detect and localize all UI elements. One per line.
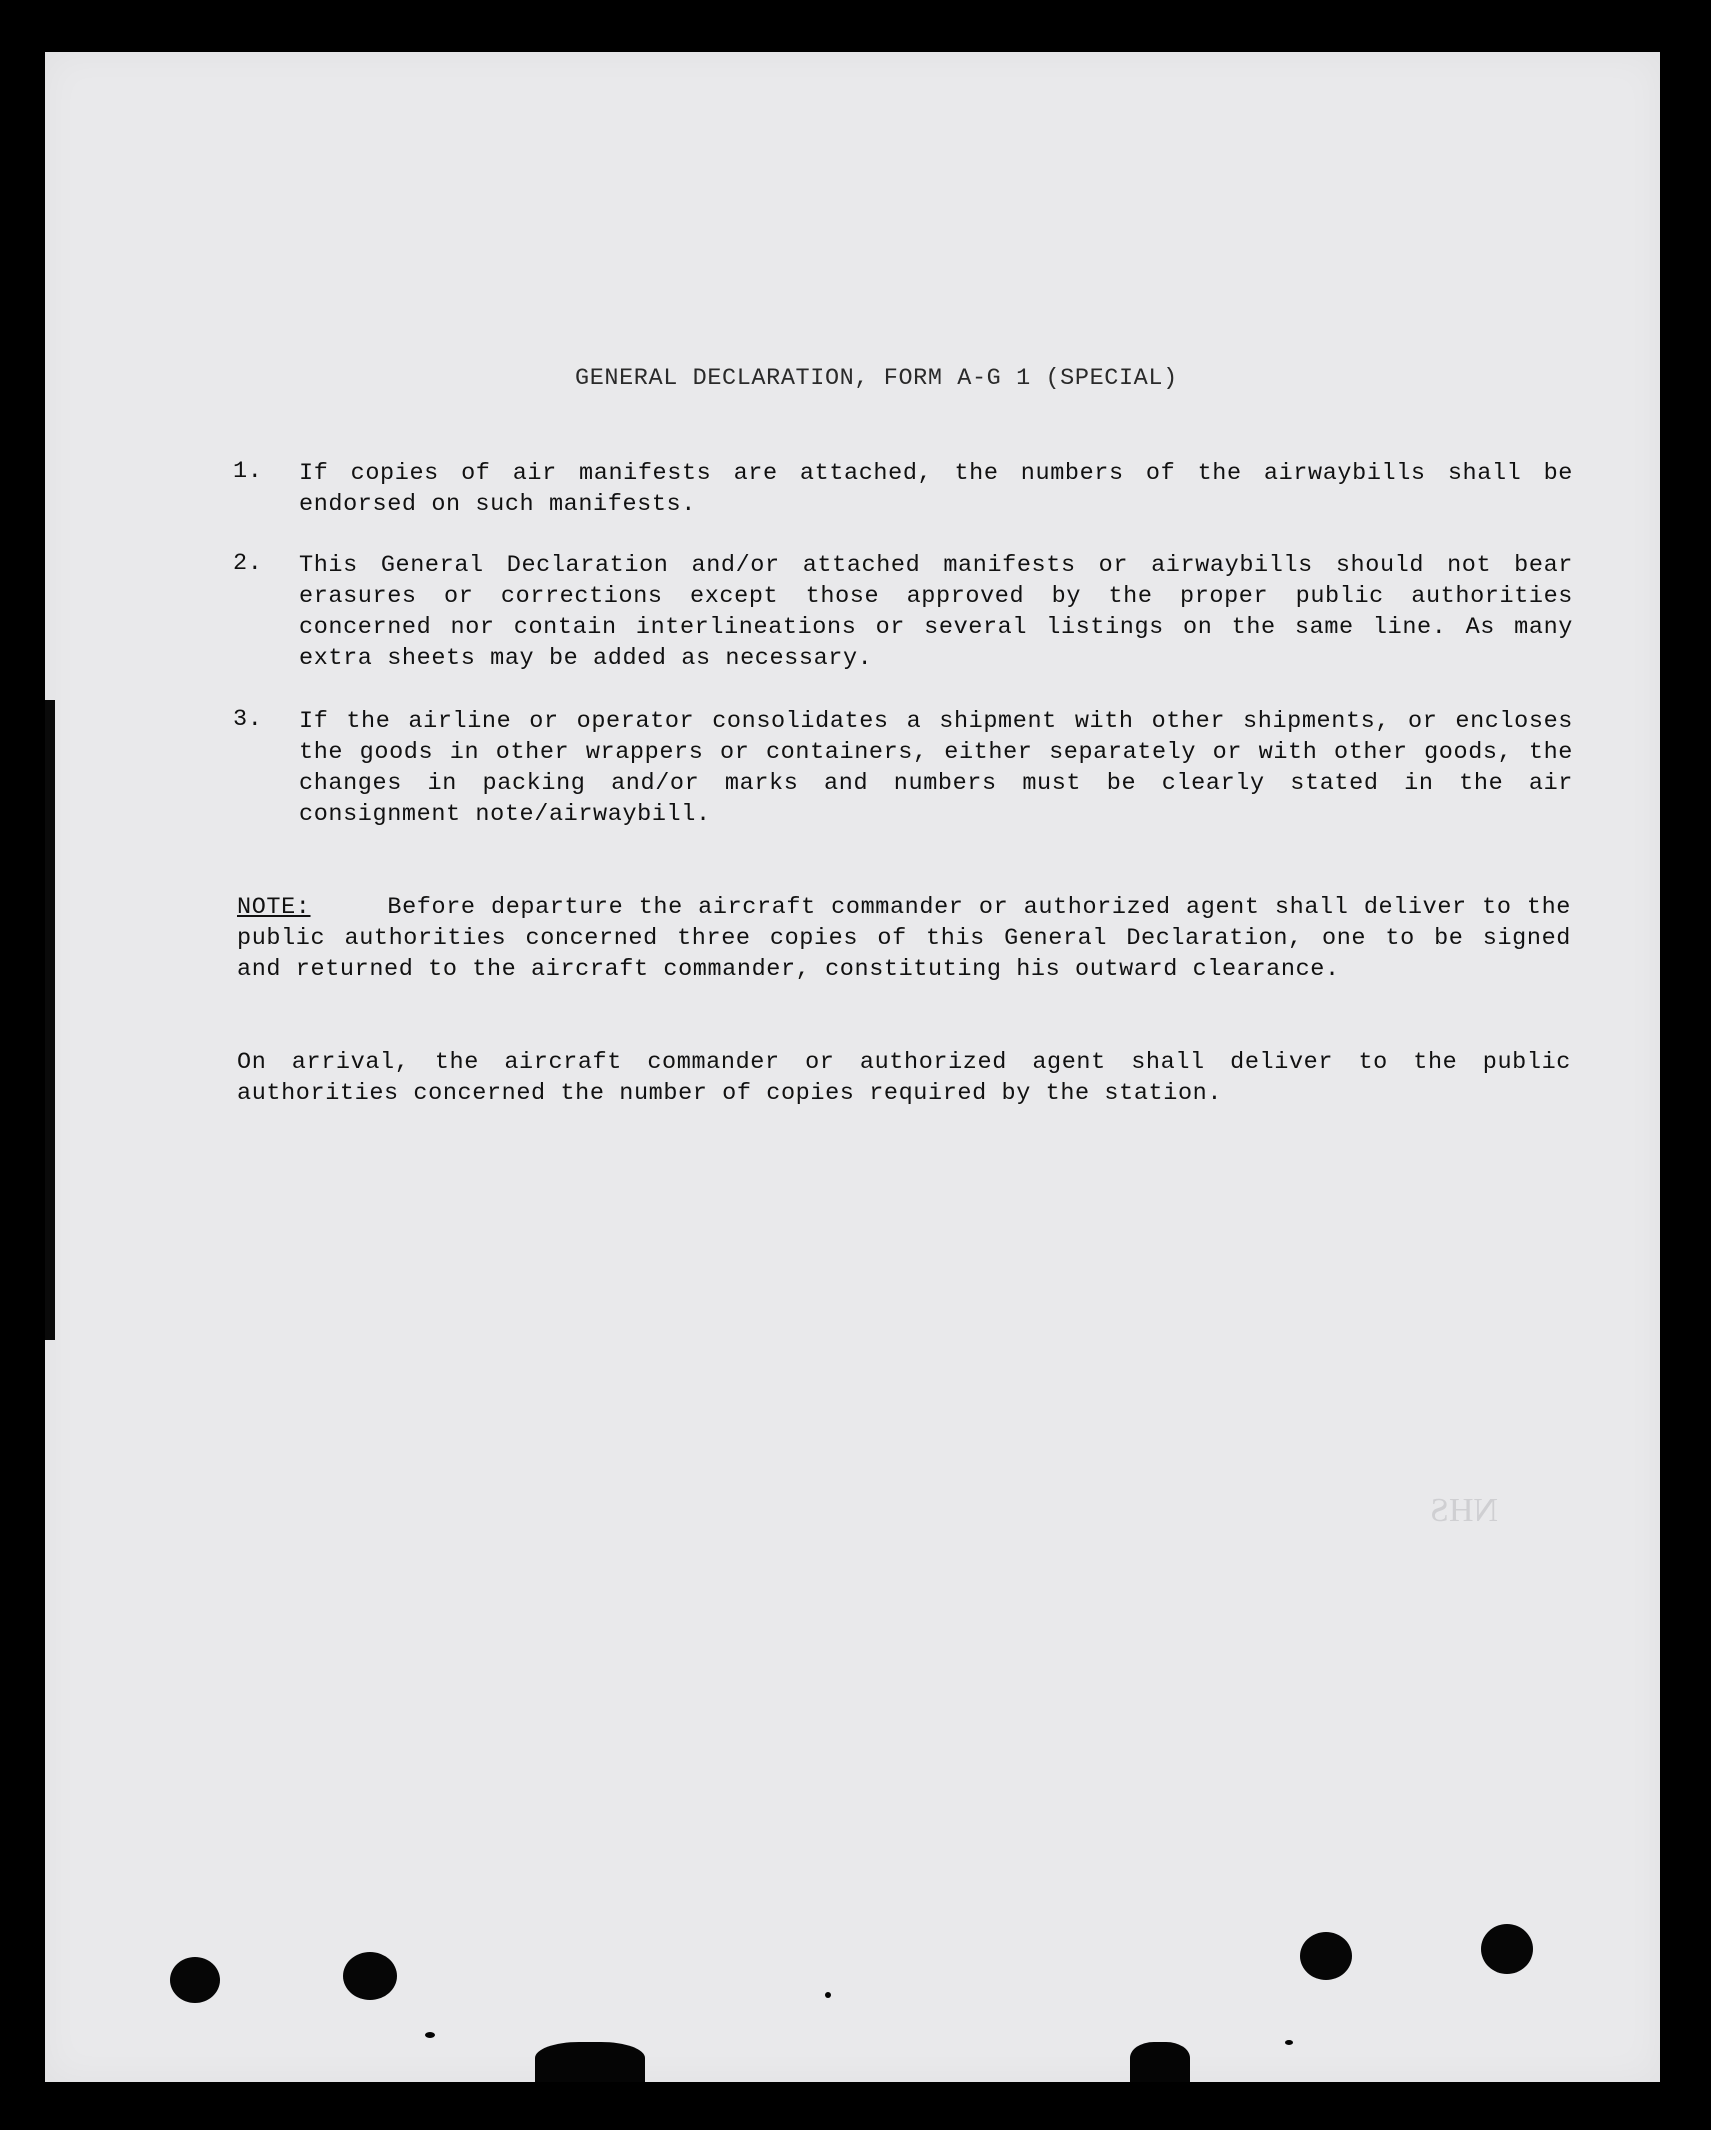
punch-hole (1481, 1924, 1533, 1974)
speck (425, 2032, 435, 2038)
torn-edge (1130, 2042, 1190, 2082)
paper-sheet (45, 52, 1660, 2082)
note-label: NOTE: (237, 894, 311, 921)
item-number: 1. (233, 458, 263, 485)
item-text: If copies of air manifests are attached, the numbers of the airwaybills shall be endorsed on such manifests. (299, 460, 1573, 518)
item-number: 2. (233, 550, 263, 577)
page-title: GENERAL DECLARATION, FORM A-G 1 (SPECIAL) (575, 365, 1178, 392)
arrival-paragraph: On arrival, the aircraft commander or authorized agent shall deliver to the public authorities concerned the number of copies required by the station. (237, 1049, 1571, 1107)
torn-edge (535, 2042, 645, 2082)
speck (1285, 2040, 1293, 2045)
item-text: If the airline or operator consolidates a shipment with other shipments, or encloses the goods in other wrappers or containers, either separately or with other goods, the changes in packing and/or marks and numbers must be clearly stated in the air consignment note/airwaybill. (299, 708, 1573, 828)
note-text: Before departure the aircraft commander or authorized agent shall deliver to the public authorities concerned three copies of this General Declaration, one to be signed and returned to the aircraft commander, constituting his outward clearance. (237, 894, 1572, 983)
speck (825, 1992, 831, 1998)
note-paragraph (237, 892, 1571, 985)
item-text: This General Declaration and/or attached manifests or airwaybills should not bear erasures or corrections except those approved by the proper public authorities concerned nor contain interlineations or several listings on the same line. As many extra sheets may be added as necessary. (299, 552, 1573, 672)
punch-hole (343, 1952, 397, 2000)
item-number: 3. (233, 706, 263, 733)
faint-bleedthrough-mark: NHS (1430, 1492, 1499, 1529)
left-edge-shadow (45, 700, 55, 1340)
punch-hole (1300, 1932, 1352, 1980)
punch-hole (170, 1957, 220, 2003)
